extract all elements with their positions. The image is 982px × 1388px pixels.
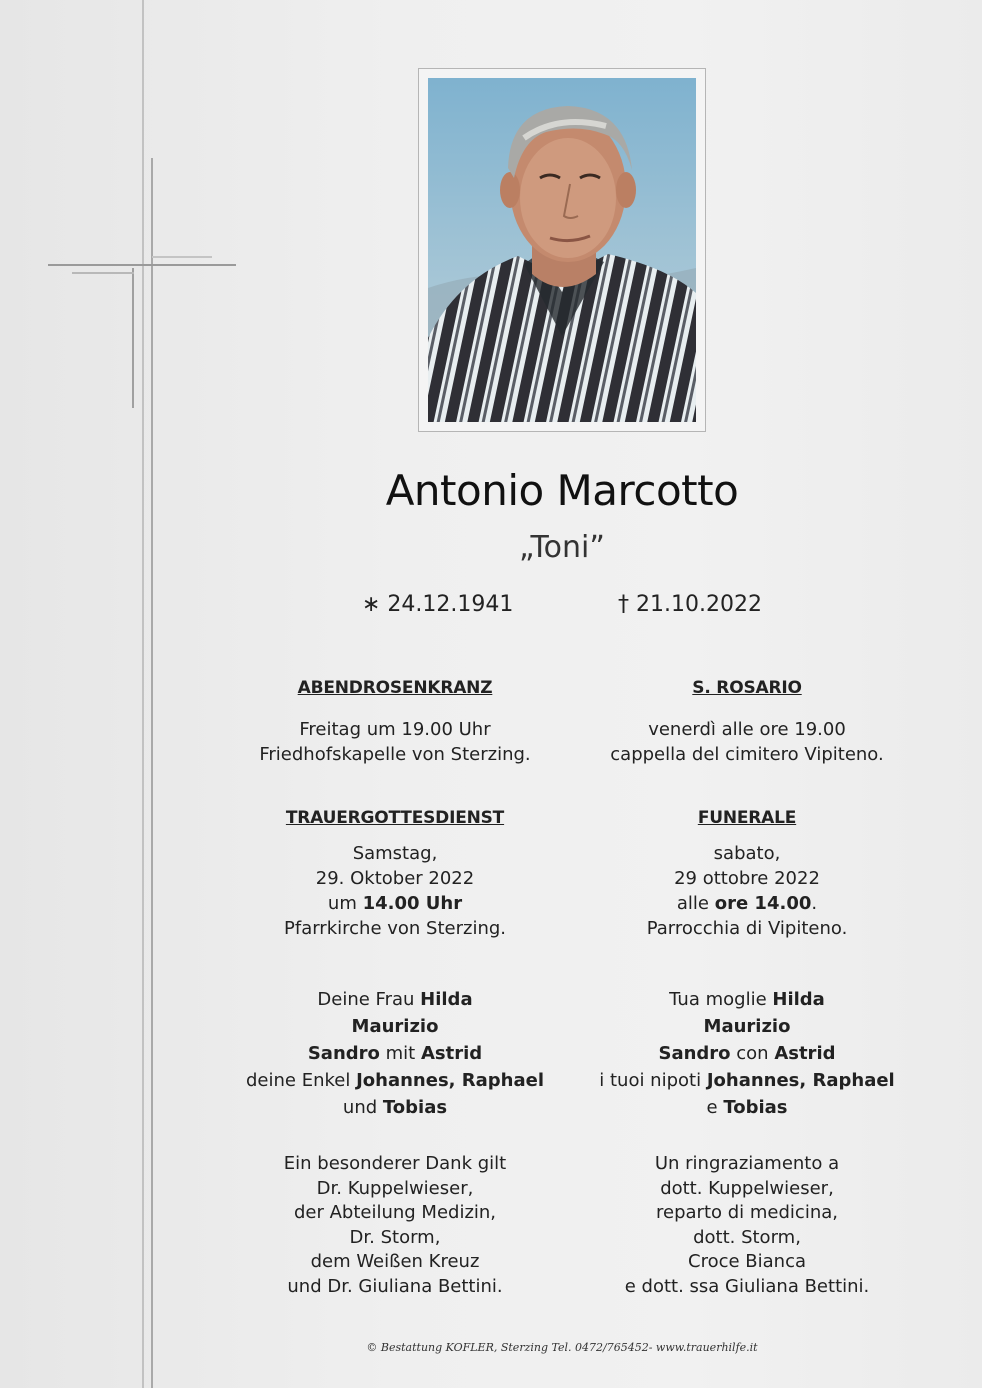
funeral-de-section (230, 806, 560, 941)
family-name: Astrid (420, 1043, 483, 1064)
family-text: mit (379, 1043, 421, 1064)
rosary-de-section (230, 676, 560, 767)
family-text: Deine Frau (317, 989, 421, 1010)
family-de-line (230, 1094, 560, 1121)
rosary-it-line: venerdì alle ore 19.00 (648, 719, 846, 740)
thanks-it-line: dott. Kuppelwieser, (660, 1177, 834, 1199)
family-name: Hilda (420, 989, 473, 1010)
thanks-it-line: e dott. ssa Giuliana Bettini. (624, 1275, 870, 1297)
family-it-section (582, 986, 912, 1121)
decorative-line (72, 272, 134, 274)
family-it-line (582, 1040, 912, 1067)
family-name: Maurizio (351, 1016, 439, 1037)
deceased-nickname: „Toni” (519, 530, 605, 565)
funeral-it-time-suffix: . (811, 893, 818, 914)
family-name: Raphael (461, 1070, 544, 1091)
decorative-line (48, 264, 236, 266)
family-name: Hilda (772, 989, 825, 1010)
thanks-it-line: Croce Bianca (688, 1251, 806, 1272)
rosary-de-line: Freitag um 19.00 Uhr (299, 719, 491, 740)
family-it-line (582, 1094, 912, 1121)
thanks-de-line: Dr. Storm, (349, 1226, 441, 1248)
thanks-it-line: reparto di medicina, (656, 1202, 838, 1223)
decorative-line (142, 0, 144, 1388)
funeral-de-time-value: 14.00 Uhr (362, 893, 463, 914)
rosary-it-heading: S. ROSARIO (692, 678, 802, 698)
thanks-it-line: dott. Storm, (693, 1226, 801, 1248)
rosary-it-section (582, 676, 912, 767)
funeral-it-section (582, 806, 912, 941)
funeral-de-line: 29. Oktober 2022 (315, 868, 475, 889)
thanks-it-section (582, 1152, 912, 1299)
family-de-section (230, 986, 560, 1121)
funeral-it-time-value: ore 14.00 (714, 893, 812, 914)
family-text: i tuoi nipoti (599, 1070, 707, 1091)
birth-date: ∗ 24.12.1941 (362, 592, 514, 617)
family-it-line (582, 1067, 912, 1094)
thanks-it-line: Un ringraziamento a (654, 1153, 840, 1174)
family-text: con (730, 1043, 775, 1064)
funeral-it-time (582, 891, 912, 916)
portrait-frame (418, 68, 706, 432)
family-name: Johannes (706, 1070, 800, 1091)
family-de-line (230, 986, 560, 1013)
funeral-it-line: Parrocchia di Vipiteno. (646, 918, 848, 939)
family-name: Raphael (812, 1070, 895, 1091)
family-name: Johannes (356, 1070, 449, 1091)
thanks-de-line: Dr. Kuppelwieser, (316, 1177, 474, 1199)
death-date: † 21.10.2022 (618, 592, 762, 617)
deceased-name: Antonio Marcotto (385, 466, 739, 515)
family-name: Tobias (723, 1097, 788, 1118)
funeral-de-time (230, 891, 560, 916)
cross-icon (132, 268, 134, 408)
rosary-de-heading: ABENDROSENKRANZ (297, 678, 493, 698)
thanks-de-line: der Abteilung Medizin, (293, 1202, 497, 1223)
family-name: Tobias (382, 1097, 448, 1118)
funeral-de-heading: TRAUERGOTTESDIENST (285, 808, 505, 828)
funeral-it-line: 29 ottobre 2022 (674, 868, 820, 889)
family-text: Tua moglie (669, 989, 773, 1010)
family-de-line (230, 1040, 560, 1067)
thanks-de-line: und Dr. Giuliana Bettini. (287, 1275, 503, 1297)
thanks-de-line: dem Weißen Kreuz (310, 1251, 480, 1272)
funeral-de-time-prefix: um (327, 893, 363, 914)
family-name: Astrid (774, 1043, 836, 1064)
rosary-it-line: cappella del cimitero Vipiteno. (610, 744, 884, 765)
funeral-de-line: Pfarrkirche von Sterzing. (284, 918, 506, 939)
funeral-de-line: Samstag, (352, 843, 438, 864)
family-text: e (706, 1097, 724, 1118)
family-text: und (342, 1097, 383, 1118)
family-text: , (799, 1070, 813, 1091)
portrait-photo (428, 78, 696, 422)
rosary-de-line: Friedhofskapelle von Sterzing. (259, 744, 531, 765)
funeral-it-time-prefix: alle (676, 893, 715, 914)
decorative-line (152, 256, 212, 258)
thanks-de-section (230, 1152, 560, 1299)
family-text: , (448, 1070, 462, 1091)
decorative-line (151, 158, 153, 1388)
family-de-line (230, 1067, 560, 1094)
footer-credit: © Bestattung KOFLER, Sterzing Tel. 0472/765452- www.trauerhilfe.it (366, 1341, 758, 1354)
family-name: Sandro (658, 1043, 731, 1064)
family-it-line (582, 986, 912, 1013)
family-name: Maurizio (703, 1016, 791, 1037)
family-text: deine Enkel (246, 1070, 357, 1091)
thanks-de-line: Ein besonderer Dank gilt (283, 1153, 507, 1174)
funeral-it-line: sabato, (713, 843, 781, 864)
family-name: Sandro (307, 1043, 380, 1064)
funeral-it-heading: FUNERALE (697, 808, 797, 828)
